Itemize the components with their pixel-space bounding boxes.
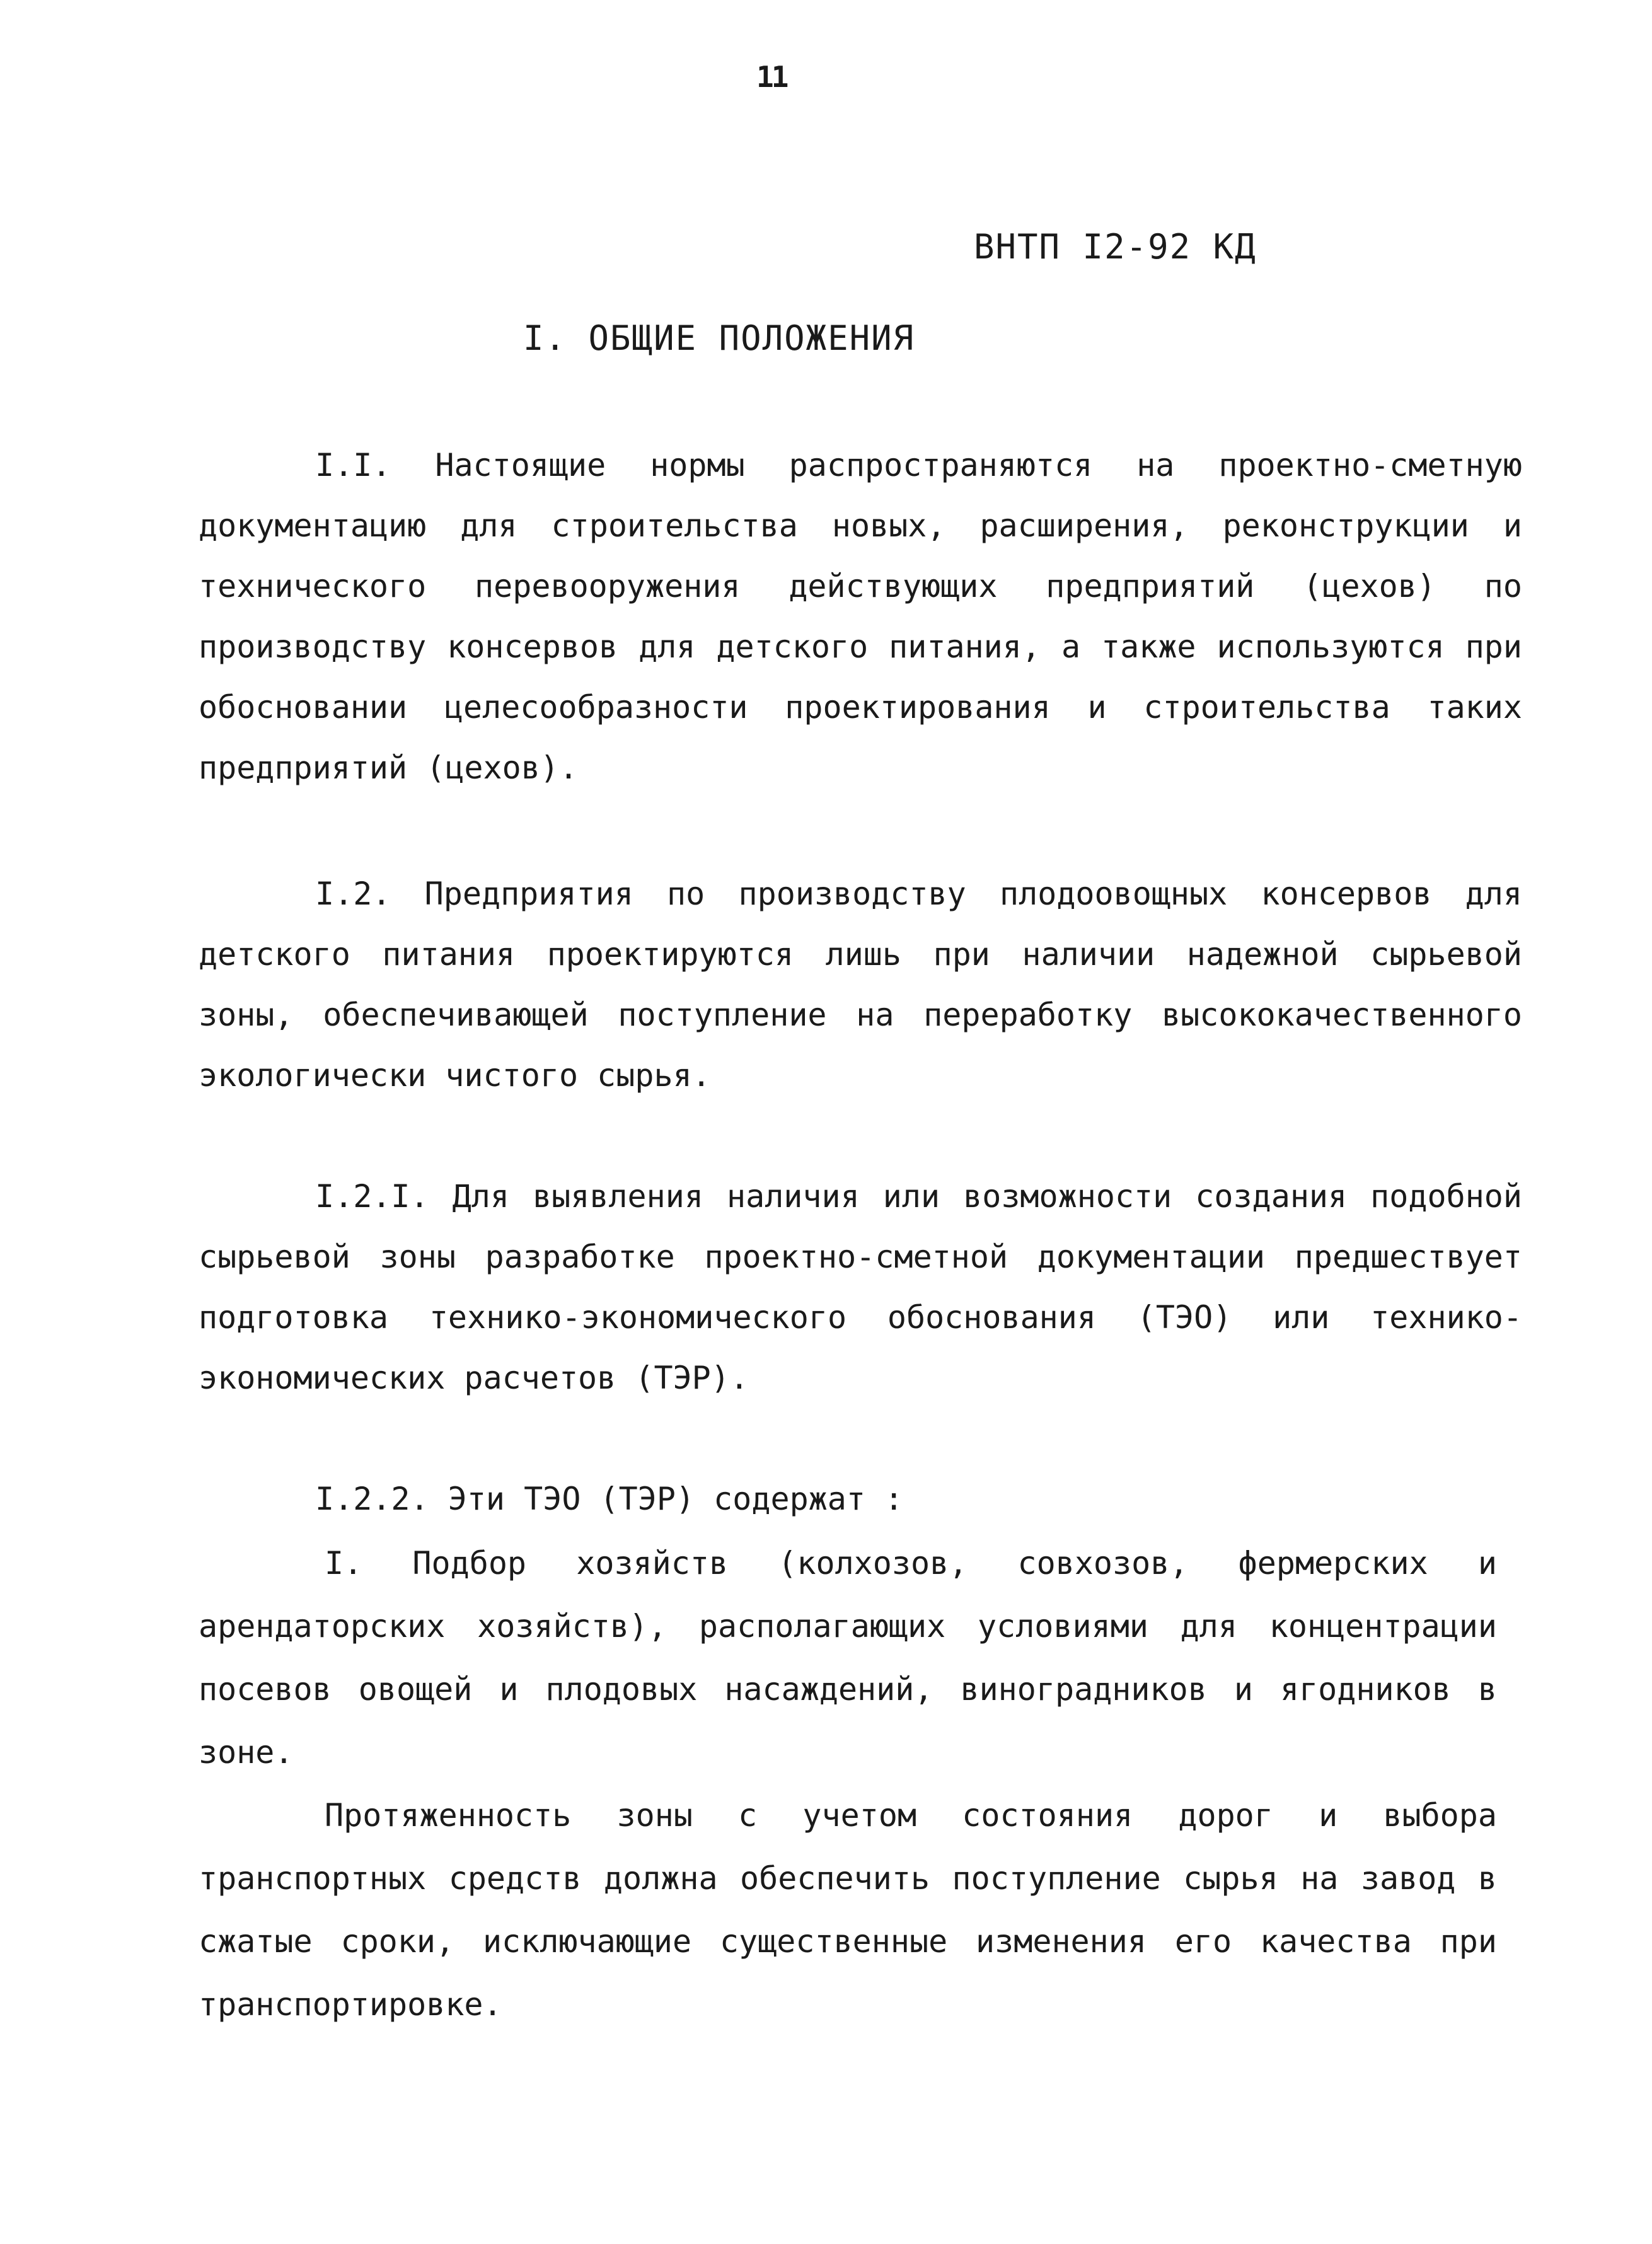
document-code: ВНТП I2-92 КД [974,227,1257,267]
paragraph-1-1: I.I. Настоящие нормы распространяются на проектно-сметную документацию для строительства новых, расширения, реконструкции и технического перевооружения действующих предприятий (цехов) по производству консервов для детского питания, а также используются при обосновании целесообразности проектирования и строительства таких предприятий (цехов). [199,447,1522,786]
page-number: 11 [756,60,787,94]
paragraph-1-2: I.2. Предприятия по производству плодоовощных консервов для детского питания проектируются лишь при наличии надежной сырьевой зоны, обеспечивающей поступление на переработку высококачественного экологически чистого сырья. [199,876,1522,1094]
list-item-1: I. Подбор хозяйств (колхозов, совхозов, фермерских и арендаторских хозяйств), располагающих условиями для концентрации посевов овощей и плодовых насаждений, виноградников и ягодников в зоне. [199,1545,1497,1771]
paragraph-zone-length: Протяженность зоны с учетом состояния дорог и выбора транспортных средств должна обеспечить поступление сырья на завод в сжатые сроки, исключающие существенные изменения его качества при транспортировке. [199,1797,1497,2023]
section-title: I. ОБЩИЕ ПОЛОЖЕНИЯ [523,318,915,358]
paragraph-1-2-1: I.2.I. Для выявления наличия или возможности создания подобной сырьевой зоны разработке проектно-сметной документации предшествует подготовка технико-экономического обоснования (ТЭО) или технико-экономических расчетов (ТЭР). [199,1178,1522,1396]
paragraph-1-2-2: I.2.2. Эти ТЭО (ТЭР) содержат : [315,1481,904,1517]
